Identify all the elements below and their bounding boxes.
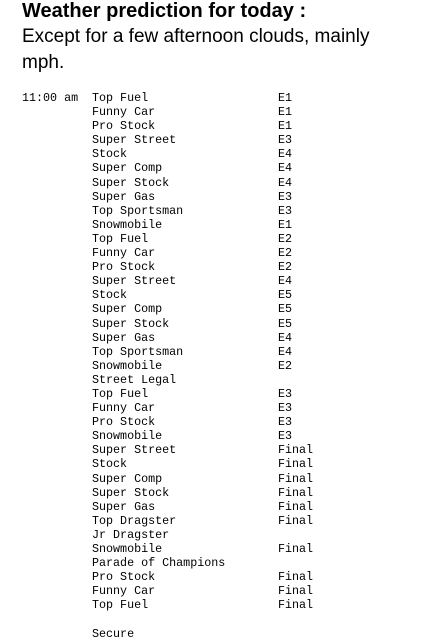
weather-title: Weather prediction for today : bbox=[22, 0, 307, 22]
schedule-status: E4 bbox=[278, 330, 293, 345]
schedule-event: Super Comp bbox=[92, 471, 163, 486]
schedule-status: E3 bbox=[278, 429, 293, 444]
weather-forecast-line-1: Except for a few afternoon clouds, mainly bbox=[22, 26, 370, 47]
weather-forecast-line-2: mph. bbox=[22, 52, 65, 73]
schedule-status: E4 bbox=[278, 344, 293, 359]
schedule-status: E1 bbox=[278, 217, 293, 232]
schedule-event: Super Street bbox=[92, 133, 177, 148]
schedule-event: Jr Dragster bbox=[92, 527, 170, 542]
schedule-event: Top Dragster bbox=[92, 513, 177, 528]
schedule-event: Super Comp bbox=[92, 302, 163, 317]
schedule-event: Stock bbox=[92, 288, 128, 303]
schedule-status: E1 bbox=[278, 91, 293, 105]
schedule-status: E4 bbox=[278, 175, 293, 190]
schedule-event: Super Stock bbox=[92, 175, 170, 190]
schedule-status: E4 bbox=[278, 274, 293, 289]
schedule-status: E3 bbox=[278, 203, 293, 218]
schedule-event: Top Fuel bbox=[92, 91, 149, 105]
schedule-status: E1 bbox=[278, 119, 293, 134]
schedule-status: E5 bbox=[278, 302, 293, 317]
schedule-status: E4 bbox=[278, 161, 293, 176]
schedule-event: Snowmobile bbox=[92, 358, 163, 373]
schedule-event: Super Gas bbox=[92, 189, 156, 204]
schedule-status: Final bbox=[278, 513, 314, 528]
schedule-event: Street Legal bbox=[92, 372, 177, 387]
schedule-status: E5 bbox=[278, 316, 293, 331]
schedule-event: Snowmobile bbox=[92, 542, 163, 556]
schedule-status: E2 bbox=[278, 358, 293, 373]
schedule-status: E3 bbox=[278, 401, 293, 416]
schedule-event: Funny Car bbox=[92, 401, 156, 416]
schedule-status: E3 bbox=[278, 133, 293, 148]
schedule-event: Top Sportsman bbox=[92, 203, 184, 218]
schedule-event: Snowmobile bbox=[92, 429, 163, 444]
schedule-event: Super Street bbox=[92, 443, 177, 458]
schedule-event: Super Stock bbox=[92, 485, 170, 500]
schedule-status: Final bbox=[278, 542, 314, 556]
schedule-event: Super Gas bbox=[92, 499, 156, 514]
schedule-event: Top Sportsman bbox=[92, 344, 184, 359]
schedule-event: Funny Car bbox=[92, 105, 156, 120]
schedule-status: E3 bbox=[278, 386, 293, 401]
schedule-status: E3 bbox=[278, 189, 293, 204]
schedule-status: Final bbox=[278, 570, 314, 585]
schedule-status: E2 bbox=[278, 260, 293, 275]
schedule-event: Funny Car bbox=[92, 246, 156, 261]
schedule-event: Super Street bbox=[92, 274, 177, 289]
schedule-status: Final bbox=[278, 443, 314, 458]
schedule-event: Top Fuel bbox=[92, 598, 149, 613]
schedule-event: Pro Stock bbox=[92, 119, 156, 134]
schedule-event: Super Gas bbox=[92, 330, 156, 345]
schedule-status: Final bbox=[278, 598, 314, 613]
weather-section bbox=[22, 0, 418, 75]
schedule-event: Top Fuel bbox=[92, 231, 149, 246]
schedule-status: E2 bbox=[278, 246, 293, 261]
schedule-event: Super Comp bbox=[92, 161, 163, 176]
schedule-event: Funny Car bbox=[92, 584, 156, 599]
schedule-event: Pro Stock bbox=[92, 415, 156, 430]
schedule-status: Final bbox=[278, 457, 314, 472]
schedule-event: Pro Stock bbox=[92, 260, 156, 275]
schedule-event: Stock bbox=[92, 147, 128, 162]
schedule-status: E3 bbox=[278, 415, 293, 430]
schedule-status: E4 bbox=[278, 147, 293, 162]
schedule-event: Stock bbox=[92, 457, 128, 472]
schedule-event: Top Fuel bbox=[92, 386, 149, 401]
schedule-status: Final bbox=[278, 584, 314, 599]
schedule-status: E2 bbox=[278, 231, 293, 246]
schedule-status: E1 bbox=[278, 105, 293, 120]
schedule-status: Final bbox=[278, 471, 314, 486]
schedule-event: Super Stock bbox=[92, 316, 170, 331]
schedule-event: Parade of Champions bbox=[92, 556, 226, 571]
schedule-time: 11:00 am bbox=[22, 91, 79, 105]
schedule-event: Pro Stock bbox=[92, 570, 156, 585]
schedule-status: Final bbox=[278, 485, 314, 500]
schedule-footer: Secure bbox=[92, 626, 135, 641]
schedule-status: E5 bbox=[278, 288, 293, 303]
schedule-event: Snowmobile bbox=[92, 217, 163, 232]
schedule-status: Final bbox=[278, 499, 314, 514]
